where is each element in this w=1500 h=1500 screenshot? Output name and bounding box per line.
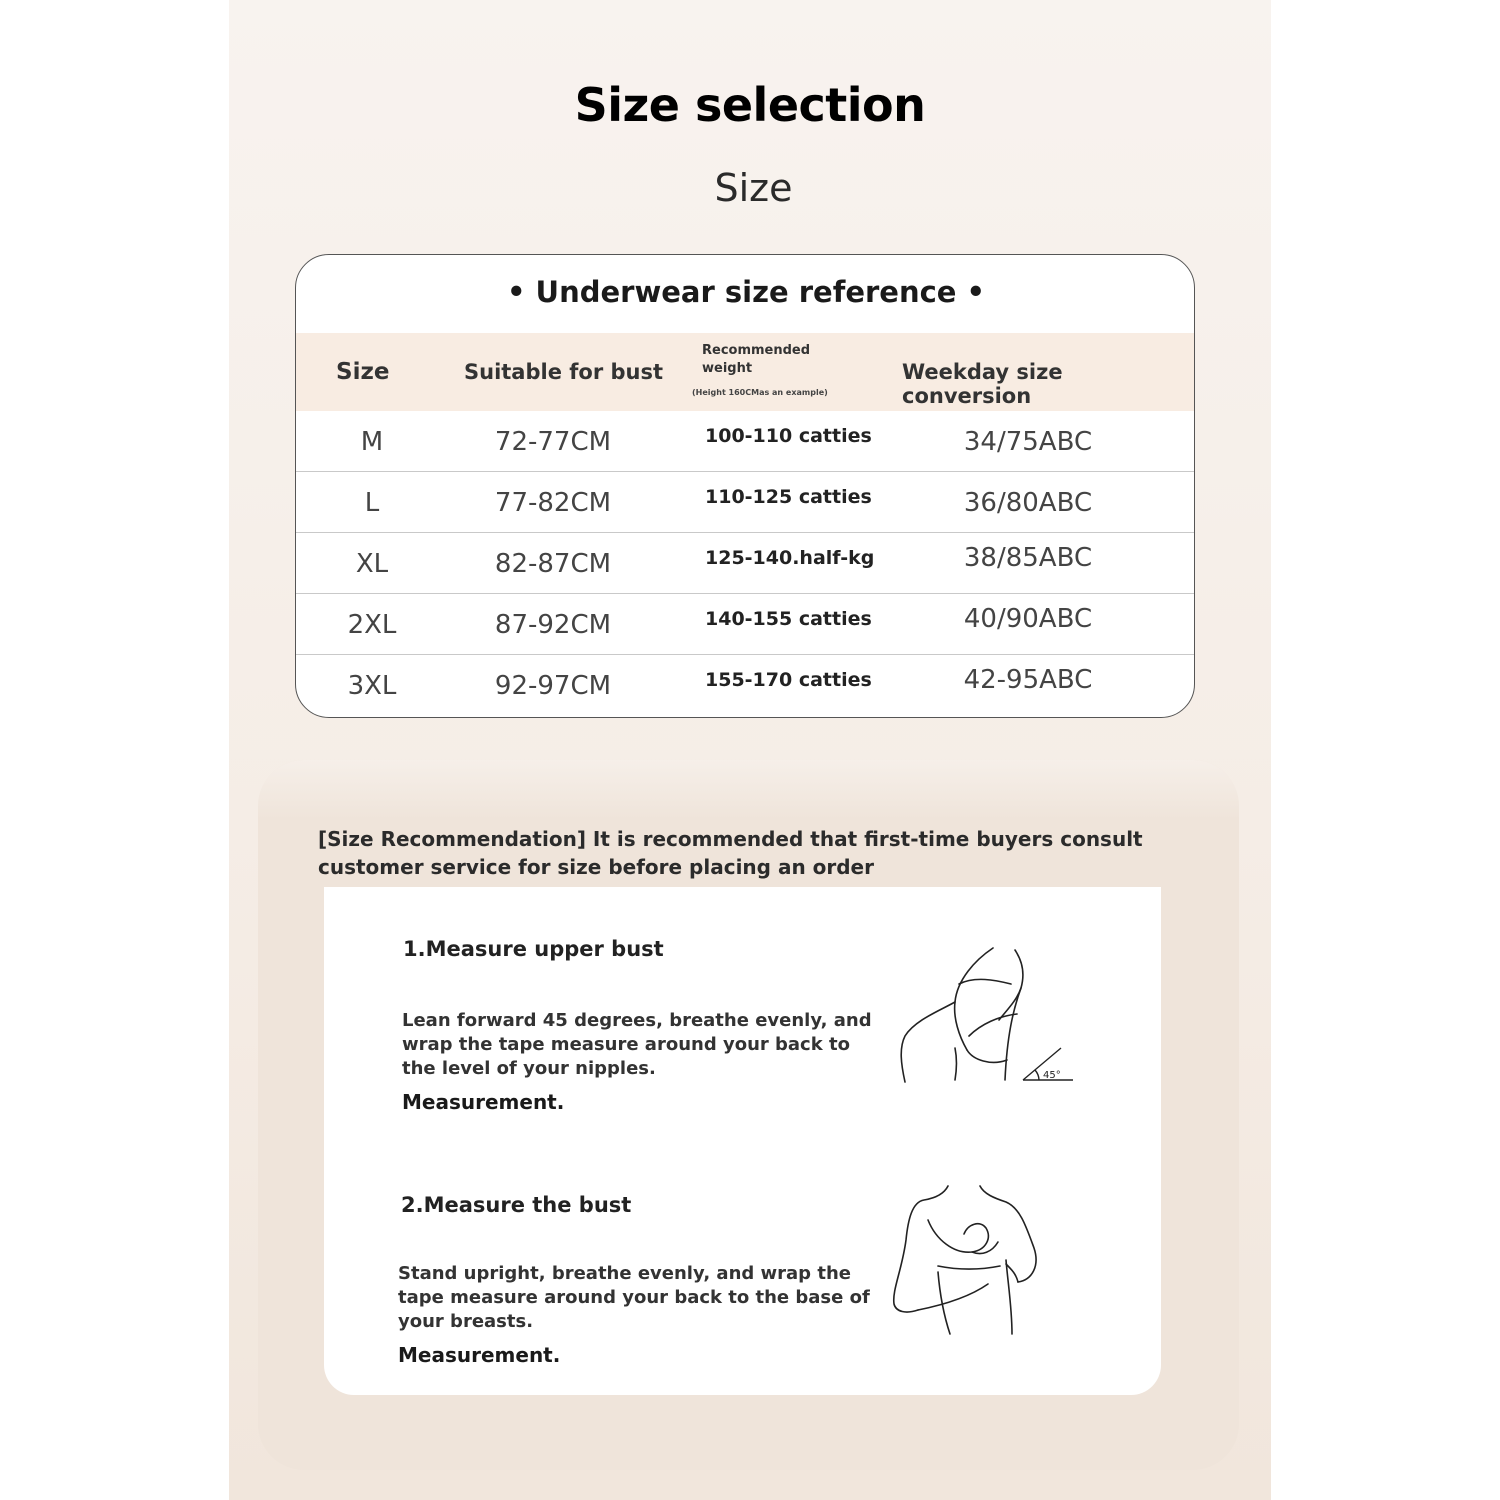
step1-measure: Measurement. [402,1090,565,1114]
title-dot-left: • [506,275,526,309]
size-reference-card [295,254,1195,718]
table-row [296,655,1195,715]
table-row [296,594,1195,655]
step1-text: Lean forward 45 degrees, breathe evenly, and wrap the tape measure around your back to the level of your nipples. [402,1010,872,1079]
page-title: Size selection [574,78,926,132]
header-bust: Suitable for bust [464,360,664,384]
size-recommendation: [Size Recommendation] It is recommended that first-time buyers consult customer service for size before placing an order [318,827,1143,879]
cell-size: 2XL [347,610,397,640]
header-weight: Recommended weight [702,343,811,376]
cell-conversion: 42-95ABC [963,665,1093,695]
cell-size: M [360,427,384,457]
cell-bust: 87-92CM [494,610,612,640]
cell-size: 3XL [347,671,397,701]
card-title [296,275,1195,309]
cell-conversion: 40/90ABC [963,604,1093,634]
header-size: Size [336,359,390,385]
upright-figure-icon [888,1180,1043,1340]
cell-weight: 155-170 catties [705,669,872,691]
step2-title: 2.Measure the bust [401,1193,632,1217]
header-weight-note: (Height 160CMas an example) [692,388,828,397]
title-dot-right: • [966,275,986,309]
cell-conversion: 36/80ABC [963,488,1093,518]
header-conversion: Weekday size conversion [902,360,1063,408]
table-row [296,472,1195,533]
cell-bust: 92-97CM [494,671,612,701]
lean-forward-figure-icon [895,940,1080,1090]
step2-text: Stand upright, breathe evenly, and wrap the tape measure around your back to the base of your breasts. [398,1263,870,1332]
step2-measure: Measurement. [398,1343,561,1367]
cell-weight: 110-125 catties [705,486,872,508]
cell-size: XL [355,549,389,579]
cell-weight: 140-155 catties [705,608,872,630]
cell-weight: 100-110 catties [705,425,872,447]
table-row [296,411,1195,472]
cell-conversion: 38/85ABC [963,543,1093,573]
step1-title: 1.Measure upper bust [403,937,664,961]
cell-size: L [364,488,380,518]
cell-bust: 72-77CM [494,427,612,457]
cell-bust: 77-82CM [494,488,612,518]
table-body [296,411,1195,715]
card-title-text: Underwear size reference [535,275,957,309]
table-header [296,333,1195,411]
cell-bust: 82-87CM [494,549,612,579]
angle-label: 45° [1043,1070,1061,1081]
cell-weight: 125-140.half-kg [705,547,875,569]
cell-conversion: 34/75ABC [963,427,1093,457]
table-row [296,533,1195,594]
page-subtitle: Size [714,166,793,210]
